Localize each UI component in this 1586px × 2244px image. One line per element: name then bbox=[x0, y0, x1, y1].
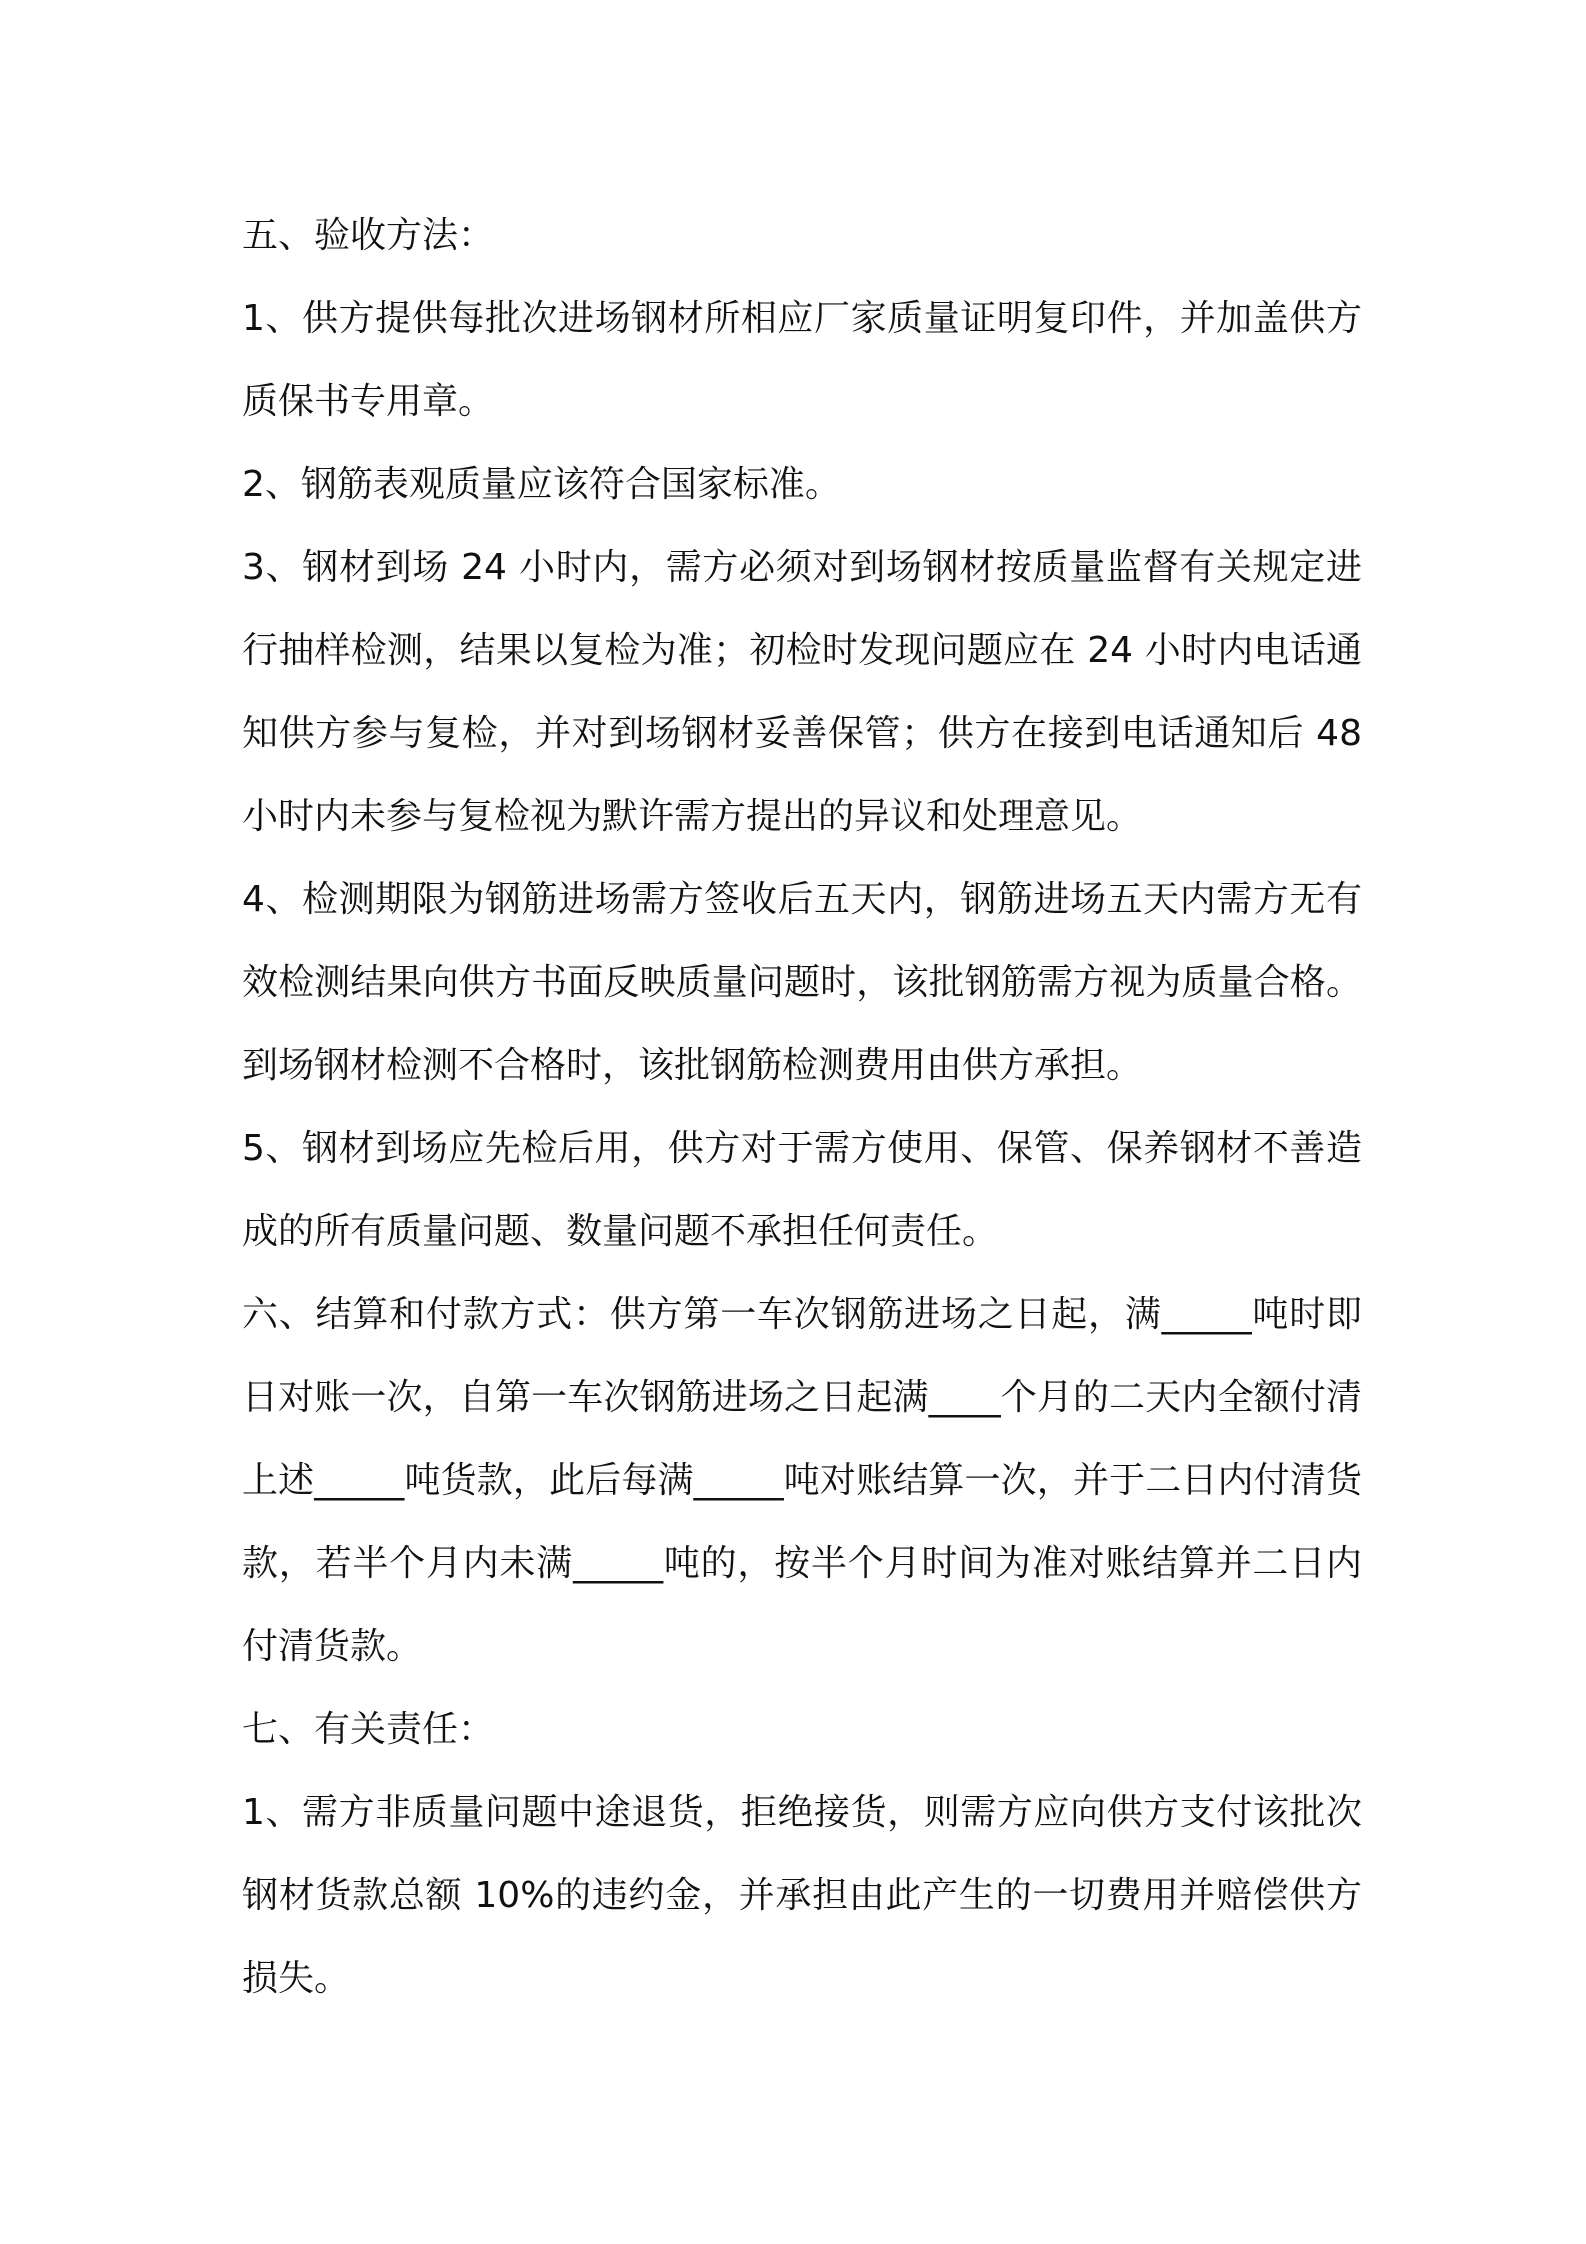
clause-paragraph: 5、钢材到场应先检后用，供方对于需方使用、保管、保养钢材不善造成的所有质量问题、数量问题不承担任何责任。 bbox=[242, 1128, 1362, 1252]
section-heading-acceptance: 五、验收方法： bbox=[242, 215, 495, 256]
clause-paragraph: 4、检测期限为钢筋进场需方签收后五天内，钢筋进场五天内需方无有效检测结果向供方书面反映质量问题时，该批钢筋需方视为质量合格。到场钢材检测不合格时，该批钢筋检测费用由供方承担。 bbox=[242, 879, 1362, 1086]
clause-paragraph: 3、钢材到场 24 小时内，需方必须对到场钢材按质量监督有关规定进行抽样检测，结果以复检为准；初检时发现问题应在 24 小时内电话通知供方参与复检，并对到场钢材妥善保管；供方在接到电话通知后 48 小时内未参与复检视为默许需方提出的异议和处理意见。 bbox=[242, 547, 1362, 837]
clause-paragraph: 2、钢筋表观质量应该符合国家标准。 bbox=[242, 464, 841, 505]
clause-paragraph: 1、需方非质量问题中途退货，拒绝接货，则需方应向供方支付该批次钢材货款总额 10%的违约金，并承担由此产生的一切费用并赔偿供方损失。 bbox=[242, 1792, 1362, 1999]
section-heading-responsibility: 七、有关责任： bbox=[242, 1709, 495, 1750]
section-paragraph-settlement: 六、结算和付款方式：供方第一车次钢筋进场之日起，满_____吨时即日对账一次，自第一车次钢筋进场之日起满____个月的二天内全额付清上述_____吨货款，此后每满_____吨对账结算一次，并于二日内付清货款，若半个月内未满_____吨的，按半个月时间为准对账结算并二日内付清货款。 bbox=[242, 1294, 1362, 1667]
clause-paragraph: 1、供方提供每批次进场钢材所相应厂家质量证明复印件，并加盖供方质保书专用章。 bbox=[242, 298, 1362, 422]
document-body bbox=[242, 194, 1362, 2020]
